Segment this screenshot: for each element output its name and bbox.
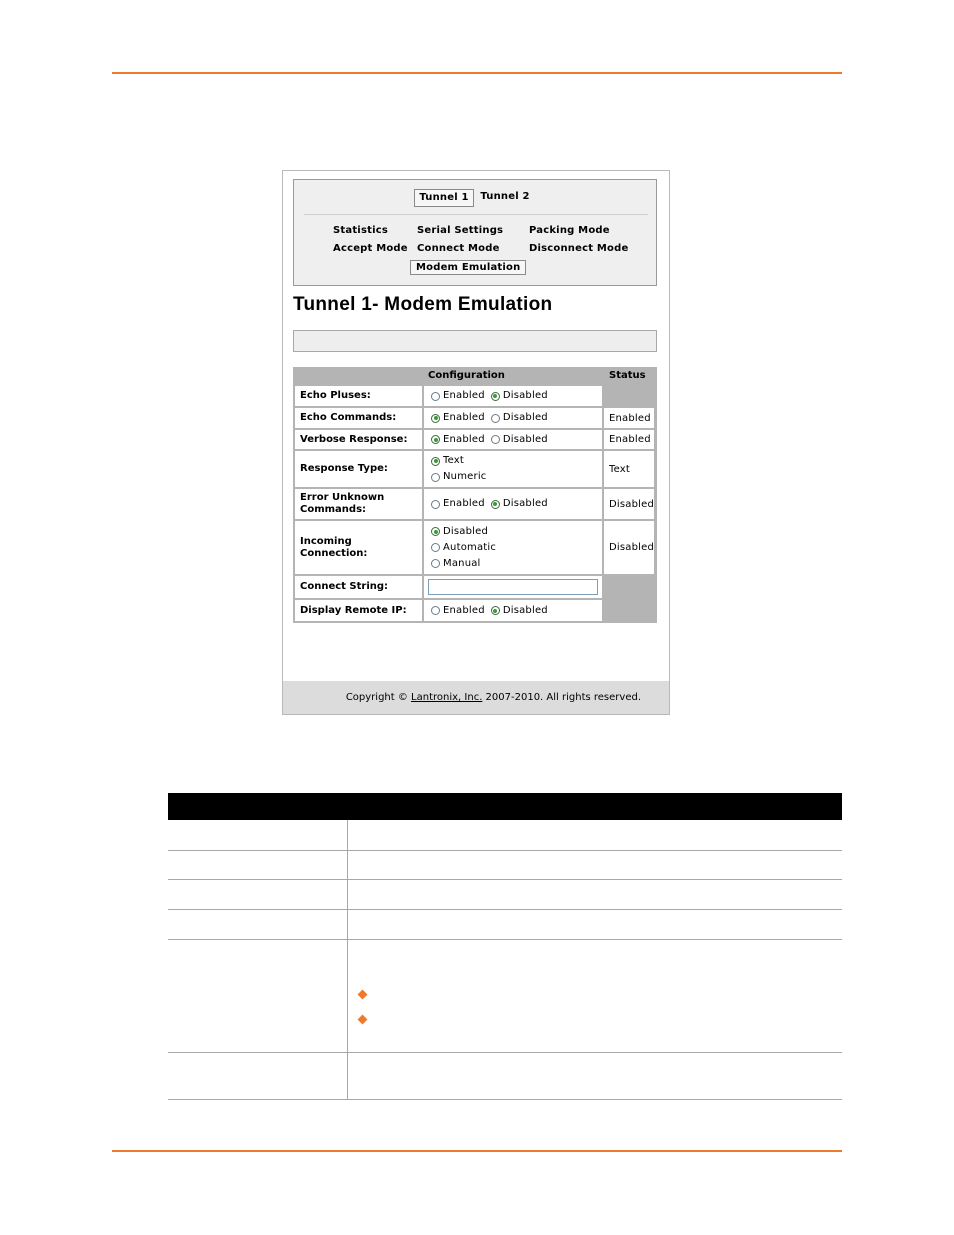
verbose-response-status: Enabled bbox=[604, 430, 654, 449]
echo-commands-enabled-radio[interactable]: Enabled bbox=[431, 410, 485, 426]
nav-separator bbox=[304, 214, 648, 215]
echo-commands-options bbox=[424, 408, 602, 428]
label-error-unknown-commands: Error Unknown Commands: bbox=[295, 489, 422, 519]
tab-tunnel-2[interactable]: Tunnel 2 bbox=[480, 191, 530, 202]
bullet-icon bbox=[358, 990, 368, 1000]
remote-ip-enabled-radio[interactable]: Enabled bbox=[431, 603, 485, 619]
echo-pluses-enabled-radio[interactable]: Enabled bbox=[431, 388, 485, 404]
nav-link-serial-settings[interactable]: Serial Settings bbox=[417, 225, 504, 236]
table-row bbox=[168, 940, 842, 1053]
incoming-connection-status: Disabled bbox=[604, 521, 654, 574]
header-rule bbox=[112, 72, 842, 74]
verbose-response-disabled-radio[interactable]: Disabled bbox=[491, 432, 548, 448]
label-echo-commands: Echo Commands: bbox=[295, 408, 422, 428]
tunnel-nav-panel bbox=[293, 179, 657, 286]
modem-emulation-screenshot bbox=[282, 170, 670, 715]
error-unknown-commands-options bbox=[424, 489, 602, 519]
tab-tunnel-1[interactable]: Tunnel 1 bbox=[414, 189, 474, 207]
label-response-type: Response Type: bbox=[295, 451, 422, 487]
nav-link-packing-mode[interactable]: Packing Mode bbox=[529, 225, 610, 236]
nav-link-modem-emulation[interactable]: Modem Emulation bbox=[410, 260, 526, 275]
lantronix-link[interactable]: Lantronix, Inc. bbox=[411, 692, 483, 703]
copyright-suffix: 2007-2010. All rights reserved. bbox=[482, 692, 641, 703]
nav-link-accept-mode[interactable]: Accept Mode bbox=[333, 243, 408, 254]
response-type-options bbox=[424, 451, 602, 487]
message-bar bbox=[293, 330, 657, 352]
echo-commands-status: Enabled bbox=[604, 408, 654, 428]
nav-link-disconnect-mode[interactable]: Disconnect Mode bbox=[529, 243, 629, 254]
response-type-status: Text bbox=[604, 451, 654, 487]
remote-ip-disabled-radio[interactable]: Disabled bbox=[491, 603, 548, 619]
page-title: Tunnel 1- Modem Emulation bbox=[293, 294, 553, 315]
label-display-remote-ip: Display Remote IP: bbox=[295, 600, 422, 621]
table-row bbox=[168, 820, 842, 851]
label-verbose-response: Verbose Response: bbox=[295, 430, 422, 449]
incoming-disabled-radio[interactable]: Disabled bbox=[431, 524, 488, 540]
display-remote-ip-options bbox=[424, 600, 602, 621]
verbose-response-enabled-radio[interactable]: Enabled bbox=[431, 432, 485, 448]
header-status: Status bbox=[609, 370, 646, 381]
echo-pluses-options bbox=[424, 386, 602, 406]
response-type-text-radio[interactable]: Text bbox=[431, 453, 464, 469]
incoming-manual-radio[interactable]: Manual bbox=[431, 556, 481, 572]
parameter-table bbox=[168, 793, 842, 1100]
label-incoming-connection: Incoming Connection: bbox=[295, 521, 422, 574]
incoming-connection-options bbox=[424, 521, 602, 574]
label-echo-pluses: Echo Pluses: bbox=[295, 386, 422, 406]
nav-link-statistics[interactable]: Statistics bbox=[333, 225, 388, 236]
nav-link-connect-mode[interactable]: Connect Mode bbox=[417, 243, 500, 254]
footer-rule bbox=[112, 1150, 842, 1152]
error-unknown-enabled-radio[interactable]: Enabled bbox=[431, 496, 485, 512]
verbose-response-options bbox=[424, 430, 602, 449]
copyright-prefix: Copyright © bbox=[345, 692, 412, 703]
bullet-icon bbox=[358, 1015, 368, 1025]
echo-pluses-disabled-radio[interactable]: Disabled bbox=[491, 388, 548, 404]
table-row bbox=[168, 910, 842, 940]
table-row bbox=[168, 1053, 842, 1100]
incoming-automatic-radio[interactable]: Automatic bbox=[431, 540, 496, 556]
connect-string-cell bbox=[424, 576, 602, 598]
config-table bbox=[293, 367, 657, 623]
echo-commands-disabled-radio[interactable]: Disabled bbox=[491, 410, 548, 426]
label-connect-string: Connect String: bbox=[295, 576, 422, 598]
error-unknown-commands-status: Disabled bbox=[604, 489, 654, 519]
error-unknown-disabled-radio[interactable]: Disabled bbox=[491, 496, 548, 512]
response-type-numeric-radio[interactable]: Numeric bbox=[431, 469, 487, 485]
parameter-table-header bbox=[168, 793, 842, 820]
table-row bbox=[168, 880, 842, 910]
connect-string-input[interactable] bbox=[428, 579, 598, 595]
table-row bbox=[168, 851, 842, 880]
header-configuration: Configuration bbox=[428, 370, 505, 381]
copyright-footer bbox=[283, 681, 669, 714]
